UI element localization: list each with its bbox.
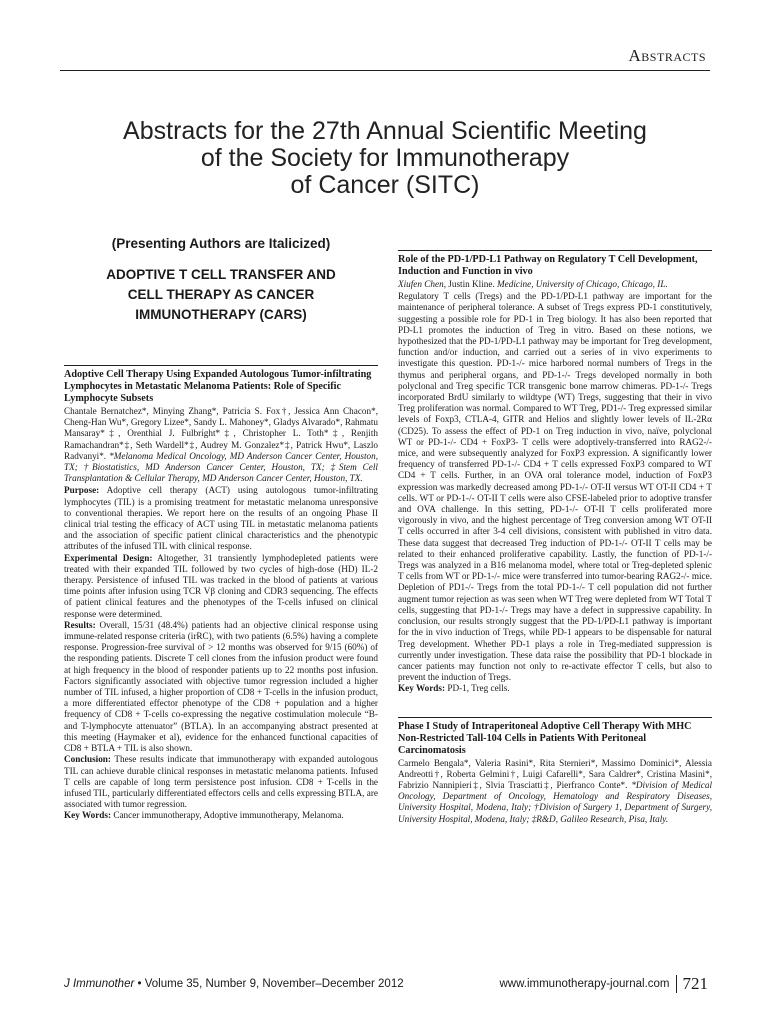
footer-right bbox=[499, 974, 708, 994]
abstract-2-authors bbox=[398, 279, 712, 290]
keywords-label: Key Words: bbox=[398, 683, 446, 694]
abstract-2-affiliations: Medicine, University of Chicago, Chicago, IL. bbox=[497, 279, 668, 289]
section-title bbox=[64, 265, 378, 325]
page-number: 721 bbox=[682, 974, 708, 993]
section-title-line-1: ADOPTIVE T CELL TRANSFER AND bbox=[106, 267, 336, 282]
presenting-authors-note: (Presenting Authors are Italicized) bbox=[111, 236, 331, 251]
journal-name: J Immunother bbox=[64, 978, 135, 990]
design-label: Experimental Design: bbox=[64, 552, 153, 563]
footer-citation bbox=[64, 978, 404, 990]
section-title-line-2: CELL THERAPY AS CANCER bbox=[127, 287, 315, 302]
page-title bbox=[60, 118, 710, 199]
design-text: Altogether, 31 transiently lymphodepleted patients were treated with their expanded TIL followed by two cycles of high-dose (HD) IL-2 therapy. Persistence of infused TIL was tracked in the blood of patients at various time points after infusion using TCR Vβ cloning and CDR3 sequencing. The effects of patient clinical features and the phenotypes of the T-cells infused on clinical response were determined. bbox=[64, 552, 378, 619]
running-head: Abstracts bbox=[628, 46, 706, 65]
abstract-2-body: Regulatory T cells (Tregs) and the PD-1/PD-L1 pathway are important for the maintenance of peripheral tolerance. A subset of Tregs express PD-1 constitutively, suggesting a possible role for PD-1 in Treg biology. It has also been reported that PD-L1 promotes the induction of Treg in vitro. Based on these notions, we hypothesized that the PD-1/PD-L1 pathway may be important for Treg development, function and/or induction, and carried out a series of in vivo experiments to investigate this question. PD-1-/- mice harbored normal numbers of Tregs in the thymus and peripheral organs, and PD-1-/- Tregs developed normally in both polyclonal and Treg specific TCR transgenic bone marrow chimeras. PD-1-/- Tregs incorporated BrdU similarly to wildtype (WT) Tregs, suggesting that their in vivo Treg proliferation was normal. Compared to WT Treg, PD1-/- Treg expressed similar levels of Foxp3, CTLA-4, GITR and Helios and slightly lower levels of IL-2Rα (CD25). To assess the effect of PD-1 on Treg induction in vivo, naïve, polyclonal WT or PD-1-/- CD4 + FoxP3- T cells were adoptively-transferred into RAG2-/- mice, and were subsequently analyzed for FoxP3 expression. A significantly lower frequency of transferred PD-1-/- CD4 + T cells expressed FoxP3 compared to WT CD4 + T cells. Further, in an OVA oral tolerance model, induction of FoxP3 expression was markedly decreased among PD-1-/- OT-II versus WT OT-II CD4 + T cells. WT or PD-1-/- OT-II T cells were also CFSE-labeled prior to adoptive transfer and OVA challenge. In this setting, PD-1-/- OT-II T cells proliferated more vigorously in vivo, and the highest percentage of Treg conversion among WT OT-II T cells occurred in after 3-4 cell divisions, consistent with published in vitro data. These data suggest that decreased Treg induction of PD-1-/- OT-II T cells may be related to their enhanced proliferative capability. Lastly, the function of PD-1-/- Tregs was analyzed in a B16 melanoma model, where total or Treg-depleted splenic T cells from WT or PD-1-/- mice were transferred into tumor-bearing RAG2-/- mice. Depletion of PD1-/- Tregs from the total PD-1-/- T cell population did not further augment tumor rejection as was seen when WT Treg were depleted from WT Total T cells, suggesting that PD-1-/- Tregs may have a defect in suppressive capability. In conclusion, our results strongly suggest that the PD-1/PD-L1 pathway is important for the in vivo induction of Tregs, while PD-1 appears to be dispensable for natural Treg development. Whether PD-1 plays a role in Treg-mediated suppression is currently under investigation. These data raise the possibility that PD-1 blockade in cancer patients may function not only to re-activate effector T cells, but also to prevent the induction of Tregs. bbox=[398, 291, 712, 683]
abstract-1-design bbox=[64, 553, 378, 620]
abstract-1-conclusion bbox=[64, 754, 378, 810]
journal-url[interactable]: www.immunotherapy-journal.com bbox=[499, 978, 670, 990]
journal-issue: • Volume 35, Number 9, November–December 2012 bbox=[137, 978, 404, 990]
results-label: Results: bbox=[64, 619, 96, 630]
abstract-3-affiliations: *Division of Medical Oncology, Department of Oncology, Hematology and Respiratory Diseases, University Hospital, Modena, Italy; †Division of Surgery 1, Department of Surgery, University Hospital, Modena, Italy; ‡R&D, Galileo Research, Pisa, Italy. bbox=[398, 779, 713, 824]
abstract-3-authors bbox=[398, 758, 712, 825]
abstract-1-purpose bbox=[64, 485, 378, 552]
abstract-2-presenting-author: Xiufen Chen bbox=[398, 279, 444, 289]
title-line-1: Abstracts for the 27th Annual Scientific Meeting bbox=[123, 117, 647, 145]
purpose-text: Adoptive cell therapy (ACT) using autologous tumor-infiltrating lymphocytes (TIL) is a promising treatment for metastatic melanoma unresponsive to conventional therapies. We report here on the results of an ongoing Phase II clinical trial testing the efficacy of ACT using TIL in metastatic melanoma patients and the association of specific patient clinical characteristics and the phenotypic attributes of the infused TIL with clinical response. bbox=[64, 485, 379, 552]
abstract-1-author-list: Chantale Bernatchez*, Minying Zhang*, Patricia S. Fox†, Jessica Ann Chacon*, Cheng-Han Wu*, Gregory Lizee*, Sandy L. Mahoney*, Gladys Alvarado*, Rahmatu Mansaray*‡, Orenthial J. Fulbright*‡, Christopher L. Toth*‡, Renjith Ramachandran*‡, Seth Wardell*‡, Audrey M. Gonzalez*‡, Patrick Hwu*, Laszlo Radvanyi*. bbox=[64, 406, 378, 461]
abstract-rule bbox=[64, 365, 378, 366]
abstract-3-author-list: Carmelo Bengala*, Valeria Rasini*, Rita Sternieri*, Massimo Dominici*, Alessia Andreotti†, Roberta Gelmini†, Luigi Cafarelli*, Sara Caldrer*, Cristina Masini*, Fabrizio Nannipieri‡, Slvia Trasciatti‡, Pierfranco Conte*. bbox=[398, 757, 712, 790]
abstract-2-keywords bbox=[398, 683, 712, 694]
title-line-2: of the Society for Immunotherapy bbox=[200, 144, 570, 172]
header-rule bbox=[60, 70, 710, 71]
abstract-1-results bbox=[64, 620, 378, 754]
abstract-2-title: Role of the PD-1/PD-L1 Pathway on Regulatory T Cell Development, Induction and Function in vivo bbox=[398, 254, 698, 277]
abstract-rule bbox=[398, 717, 712, 718]
purpose-label: Purpose: bbox=[64, 485, 100, 496]
results-text: Overall, 15/31 (48.4%) patients had an objective clinical response using immune-related response criteria (irRC), with two patients (6.5%) having a complete response. Progression-free survival of > 12 months was observed for 9/15 (60%) of the responding patients. Discrete T cell clones from the infusion product were found at high frequency in the blood of responder patients up to 22 months post infusion. Factors significantly associated with objective tumor regression included a higher number of TIL infused, a higher proportion of CD8 + T-cells in the infusion product, a more differentiated effector phenotype of the CD8 + population and a higher frequency of CD8 + T-cells co-expressing the negative costimulation molecule “B- and T-lymphocyte attenuator” (BTLA). In an accompanying abstract presented at this meeting (Haymaker et al), evidence for the enhanced functional capacities of CD8 + BTLA + TIL is also shown. bbox=[64, 619, 378, 754]
footer-separator bbox=[676, 975, 677, 993]
title-line-3: of Cancer (SITC) bbox=[290, 171, 480, 199]
abstract-3-title: Phase I Study of Intraperitoneal Adoptive Cell Therapy With MHC Non-Restricted Tall-104 Cells in Patients With Peritoneal Carcinomatosis bbox=[398, 720, 692, 756]
conclusion-text: These results indicate that immunotherapy with expanded autologous TIL can achieve durable clinical responses in metastatic melanoma patients. Infused T cells are capable of long term persistence post infusion. CD8 + T-cells in the infused TIL, particularly differentiated effectors cells and cells expressing BTLA, are associated with tumor regression. bbox=[64, 754, 379, 810]
abstract-rule bbox=[398, 250, 712, 251]
abstract-1-keywords bbox=[64, 810, 378, 821]
keywords-text: PD-1, Treg cells. bbox=[447, 683, 510, 694]
keywords-text: Cancer immunotherapy, Adoptive immunotherapy, Melanoma. bbox=[113, 810, 344, 821]
abstract-1-authors bbox=[64, 406, 378, 484]
abstract-2-author-list: , Justin Kline. bbox=[443, 279, 495, 289]
left-column bbox=[64, 236, 378, 822]
right-column bbox=[398, 250, 712, 826]
keywords-label: Key Words: bbox=[64, 810, 112, 821]
abstract-1-affiliations: *Melanoma Medical Oncology, MD Anderson Cancer Center, Houston, TX; †Biostatistics, MD Anderson Cancer Center, Houston, TX; ‡Stem Cell Transplantation & Cellular Therapy, MD Anderson Cancer Center, Houston, TX. bbox=[64, 450, 379, 484]
abstract-1-title: Adoptive Cell Therapy Using Expanded Autologous Tumor-infiltrating Lymphocytes in Metastatic Melanoma Patients: Role of Specific Lymphocyte Subsets bbox=[64, 369, 372, 404]
section-title-line-3: IMMUNOTHERAPY (CARS) bbox=[135, 307, 307, 322]
conclusion-label: Conclusion: bbox=[64, 754, 111, 765]
